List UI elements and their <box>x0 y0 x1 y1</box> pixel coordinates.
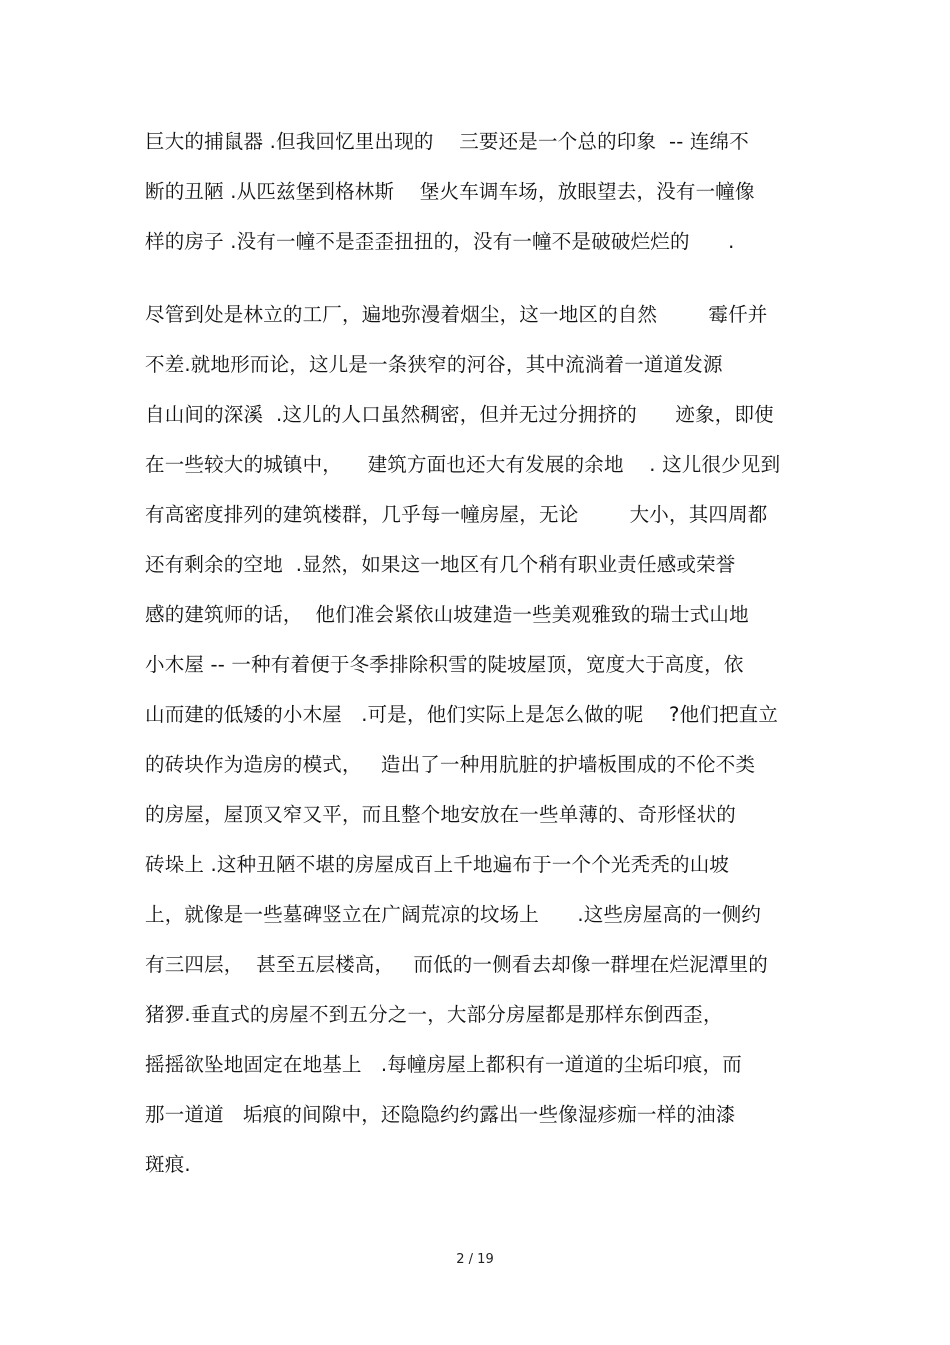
text-line: 猪猡.垂直式的房屋不到五分之一，大部分房屋都是那样东倒西歪， <box>145 1003 723 1026</box>
text-line: 不差.就地形而论，这儿是一条狭窄的河谷，其中流淌着一道道发源 <box>145 353 723 376</box>
text-line: 砖垛上 .这种丑陋不堪的房屋成百上千地遍布于一个个光秃秃的山坡 <box>145 853 730 876</box>
text-line: 有三四层， 甚至五层楼高， 而低的一侧看去却像一群埋在烂泥潭里的 <box>145 953 768 976</box>
text-line: 感的建筑师的话， 他们准会紧依山坡建造一些美观雅致的瑞士式山地 <box>145 603 749 626</box>
text-line: 还有剩余的空地 .显然，如果这一地区有几个稍有职业责任感或荣誉 <box>145 553 736 576</box>
text-line: 那一道道 垢痕的间隙中，还隐隐约约露出一些像湿疹痂一样的油漆 <box>145 1103 736 1126</box>
text-line: 巨大的捕鼠器 .但我回忆里出现的 三要还是一个总的印象 -- 连绵不 <box>145 130 749 153</box>
text-line: 有高密度排列的建筑楼群，几乎每一幢房屋，无论 大小，其四周都 <box>145 503 768 526</box>
text-line: 尽管到处是林立的工厂，遍地弥漫着烟尘，这一地区的自然 霉仟并 <box>145 303 768 326</box>
text-line: 斑痕. <box>145 1153 191 1176</box>
text-line: 的房屋，屋顶又窄又平，而且整个地安放在一些单薄的、奇形怪状的 <box>145 803 737 826</box>
text-line: 的砖块作为造房的模式， 造出了一种用肮脏的护墙板围成的不伦不类 <box>145 753 756 776</box>
text-line: 摇摇欲坠地固定在地基上 .每幢房屋上都积有一道道的尘垢印痕，而 <box>145 1053 742 1076</box>
text-line: 自山间的深溪 .这儿的人口虽然稠密，但并无过分拥挤的 迹象，即使 <box>145 403 774 426</box>
page-number: 2 / 19 <box>456 1252 494 1267</box>
text-line: 小木屋 -- 一种有着便于冬季排除积雪的陡坡屋顶，宽度大于高度，依 <box>145 653 744 676</box>
text-line: 样的房子 .没有一幢不是歪歪扭扭的，没有一幢不是破破烂烂的 . <box>145 230 735 253</box>
paragraph-2 <box>145 297 825 1197</box>
text-line: 山而建的低矮的小木屋 .可是，他们实际上是怎么做的呢 ?他们把直立 <box>145 703 779 726</box>
text-line: 断的丑陋 .从匹兹堡到格林斯 堡火车调车场，放眼望去，没有一幢像 <box>145 180 755 203</box>
paragraph-1 <box>145 124 825 274</box>
text-line: 在一些较大的城镇中， 建筑方面也还大有发展的余地 . 这儿很少见到 <box>145 453 781 476</box>
text-line: 上，就像是一些墓碑竖立在广阔荒凉的坟场上 .这些房屋高的一侧约 <box>145 903 762 926</box>
